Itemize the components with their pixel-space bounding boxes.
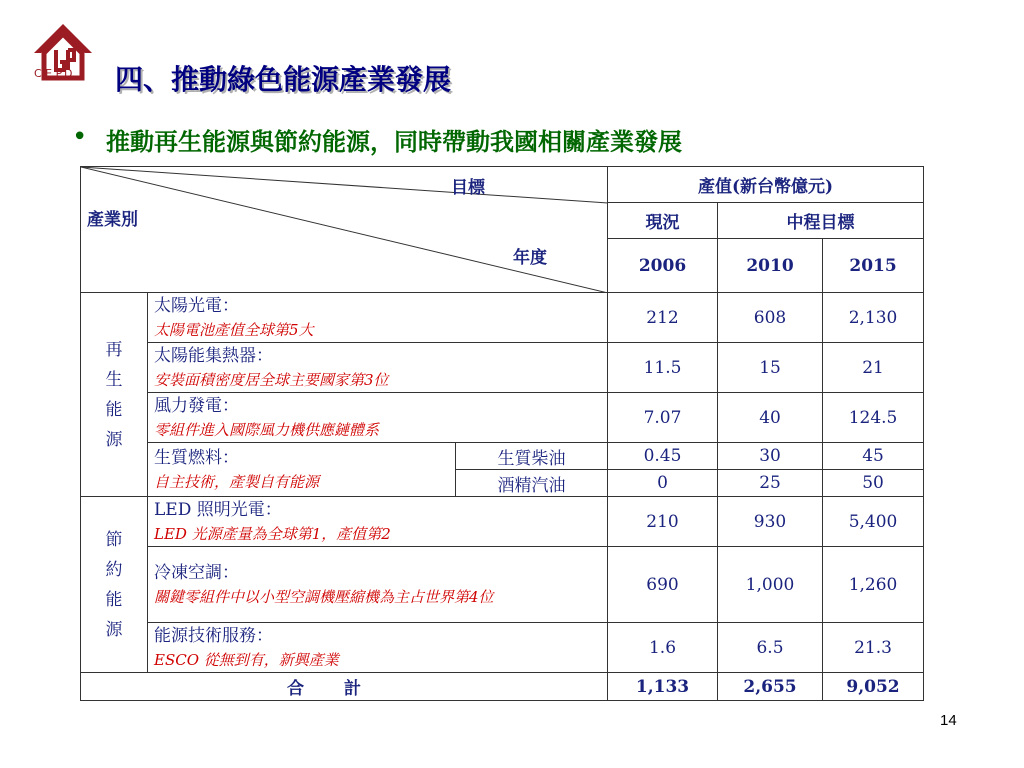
header-midterm: 中程目標 (718, 203, 924, 239)
logo-caption: C.E.P.D. (34, 67, 77, 80)
item-description (148, 497, 608, 547)
value-2006: 0 (608, 470, 718, 497)
subitem-label: 生質柴油 (456, 443, 608, 470)
page-title: 四、推動綠色能源產業發展 (115, 63, 452, 96)
bullet-text: 推動再生能源與節約能源，同時帶動我國相關產業發展 (106, 127, 682, 156)
item-note: 太陽電池產值全球第5大 (154, 320, 314, 339)
value-2015: 45 (823, 443, 924, 470)
value-2015: 21.3 (823, 623, 924, 673)
value-2006: 11.5 (608, 343, 718, 393)
group-renewable (81, 293, 148, 497)
item-description (148, 623, 608, 673)
total-2015: 9,052 (823, 673, 924, 701)
value-2015: 21 (823, 343, 924, 393)
item-note: 安裝面積密度居全球主要國家第3位 (154, 370, 389, 389)
value-2015: 2,130 (823, 293, 924, 343)
bullet-marker: • (72, 122, 88, 152)
item-description (148, 393, 608, 443)
group-char: 源 (105, 429, 123, 450)
value-2010: 15 (718, 343, 823, 393)
table-row (81, 343, 924, 393)
value-2015: 50 (823, 470, 924, 497)
table-row (81, 443, 924, 470)
item-name: 太陽能集熱器： (154, 345, 273, 366)
value-2010: 25 (718, 470, 823, 497)
item-description (148, 547, 608, 623)
group-char: 節 (105, 529, 123, 550)
group-char: 能 (105, 589, 123, 610)
value-2010: 6.5 (718, 623, 823, 673)
table-row (81, 623, 924, 673)
value-2006: 7.07 (608, 393, 718, 443)
group-char: 約 (105, 559, 123, 580)
group-char: 再 (105, 339, 123, 360)
item-note: 關鍵零組件中以小型空調機壓縮機為主占世界第4位 (154, 587, 494, 606)
output-value-table (80, 166, 924, 701)
value-2015: 1,260 (823, 547, 924, 623)
table-row (81, 547, 924, 623)
item-note: LED 光源產量為全球第1，產值第2 (154, 524, 391, 543)
total-2010: 2,655 (718, 673, 823, 701)
page-number: 14 (940, 712, 957, 729)
table-row (81, 497, 924, 547)
header-current: 現況 (608, 203, 718, 239)
value-2010: 930 (718, 497, 823, 547)
value-2010: 30 (718, 443, 823, 470)
value-2010: 1,000 (718, 547, 823, 623)
value-2006: 0.45 (608, 443, 718, 470)
item-name: 生質燃料： (154, 447, 239, 468)
group-char: 能 (105, 399, 123, 420)
header-year: 年度 (513, 248, 547, 268)
group-char: 源 (105, 619, 123, 640)
item-name: 能源技術服務： (154, 625, 273, 646)
group-char: 生 (105, 369, 123, 390)
value-2006: 210 (608, 497, 718, 547)
value-2010: 608 (718, 293, 823, 343)
header-year-2015: 2015 (823, 239, 924, 293)
diagonal-header-cell (81, 167, 608, 293)
total-2006: 1,133 (608, 673, 718, 701)
table-row (81, 293, 924, 343)
group-energy-saving (81, 497, 148, 673)
item-name: 太陽光電： (154, 295, 239, 316)
value-2015: 5,400 (823, 497, 924, 547)
total-row (81, 673, 924, 701)
item-note: 零組件進入國際風力機供應鏈體系 (154, 420, 380, 439)
item-description (148, 443, 456, 497)
item-note: ESCO 從無到有，新興產業 (154, 650, 339, 669)
item-description (148, 293, 608, 343)
header-year-2006: 2006 (608, 239, 718, 293)
header-target: 目標 (451, 178, 485, 198)
table-row (81, 393, 924, 443)
item-note: 自主技術，產製自有能源 (154, 472, 320, 491)
header-year-2010: 2010 (718, 239, 823, 293)
item-description (148, 343, 608, 393)
value-2006: 1.6 (608, 623, 718, 673)
header-category: 產業別 (87, 210, 138, 230)
value-2006: 690 (608, 547, 718, 623)
value-2006: 212 (608, 293, 718, 343)
subitem-label: 酒精汽油 (456, 470, 608, 497)
total-label: 合計 (81, 673, 608, 701)
value-2015: 124.5 (823, 393, 924, 443)
item-name: LED 照明光電： (154, 499, 282, 520)
item-name: 風力發電： (154, 395, 239, 416)
value-2010: 40 (718, 393, 823, 443)
diagonal-lines (81, 167, 608, 293)
item-name: 冷凍空調： (154, 562, 239, 583)
header-value-title: 產值(新台幣億元) (608, 167, 924, 203)
